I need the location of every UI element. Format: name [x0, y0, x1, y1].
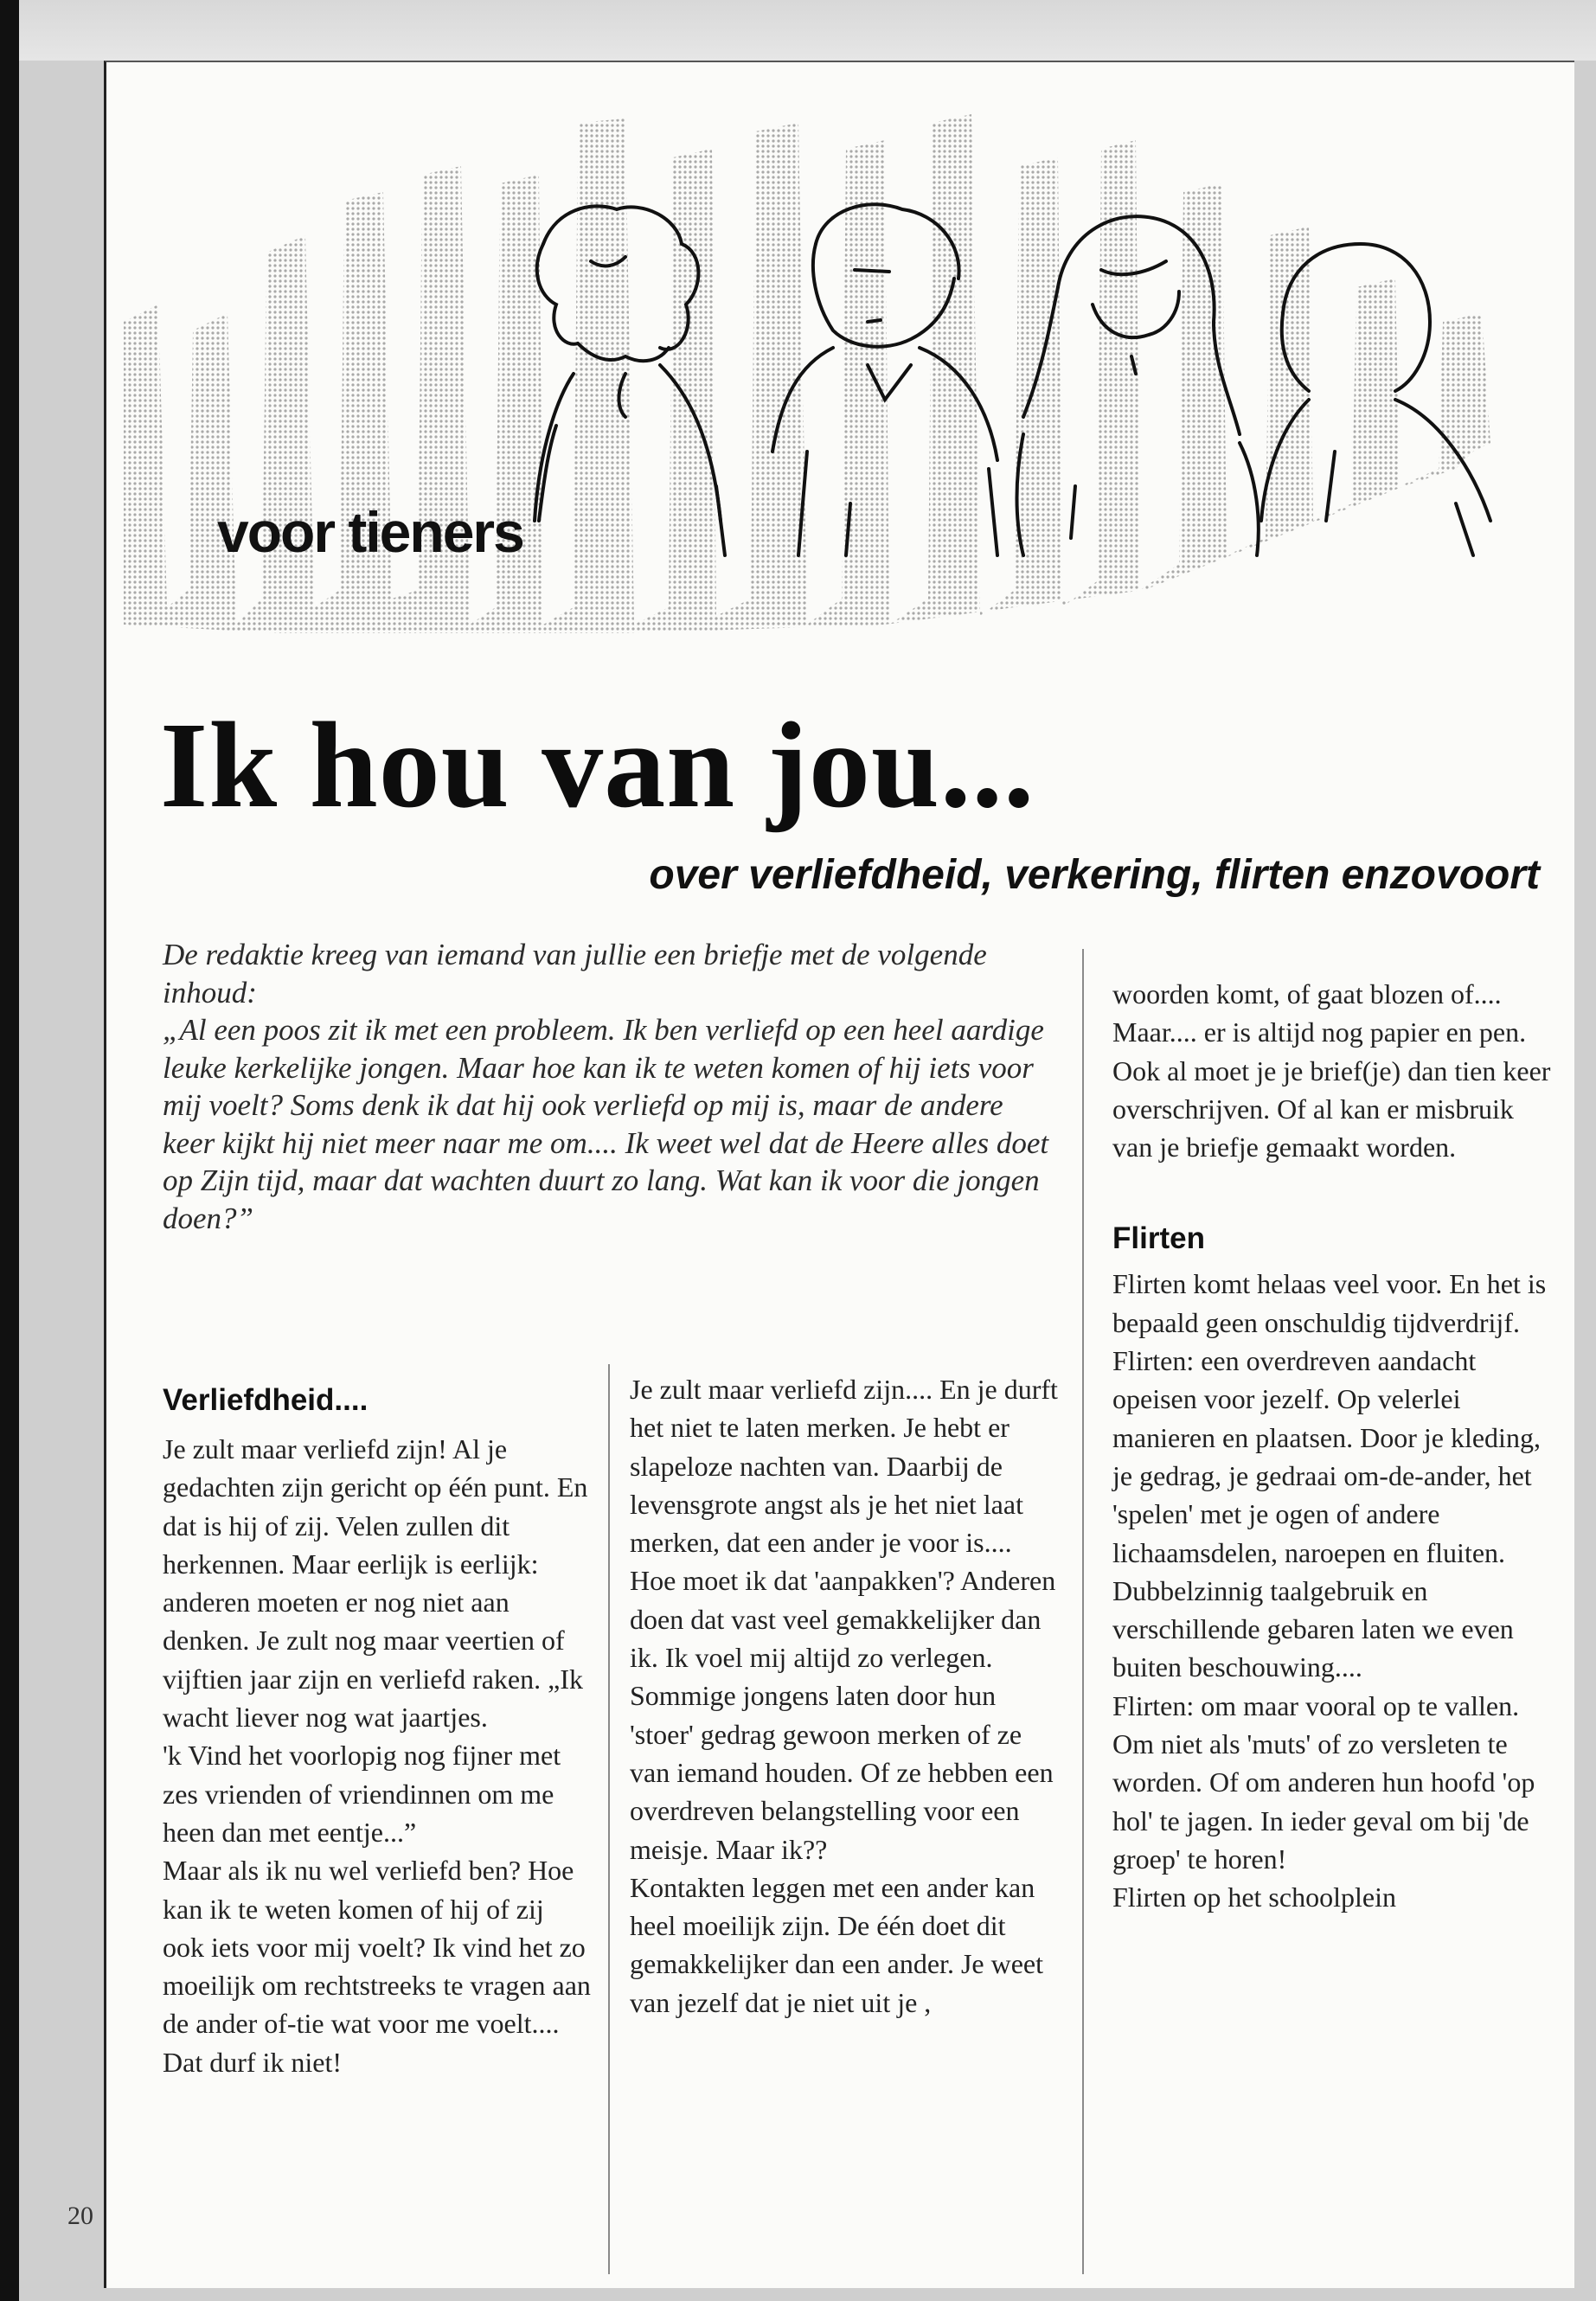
paragraph: Hoe moet ik dat 'aanpakken'? Anderen doen dat vast veel gemakkelijker dan ik. Ik voel mij altijd zo verlegen. Sommige jongens laten door hun 'stoer' gedrag gewoon merken of ze van iemand houden. Of ze hebben een overdreven belangstelling voor een meisje. Maar ik?? [630, 1565, 1056, 1865]
paragraph: woorden komt, of gaat blozen of.... Maar.... er is altijd nog papier en pen. Ook al moet je je brief(je) dan tien keer overschrijven. Of al kan er misbruik van je briefje gemaakt worden. [1112, 978, 1551, 1163]
paragraph: Flirten komt helaas veel voor. En het is bepaald geen onschuldig tijdverdrijf. [1112, 1268, 1547, 1338]
page-title: Ik hou van jou... [160, 696, 1035, 833]
page-subtitle: over verliefdheid, verkering, flirten enzovoort [649, 852, 1540, 898]
article-column-1 [163, 1381, 591, 2081]
magazine-page [104, 61, 1574, 2288]
paragraph: Je zult maar verliefd zijn! Al je gedachten zijn gericht op één punt. En dat is hij of zij. Velen zullen dit herkennen. Maar eerlijk is eerlijk: anderen moeten er nog niet aan denken. Je zult nog maar veertien of vijftien jaar zijn en verliefd raken. „Ik wacht liever nog wat jaartjes. [163, 1433, 588, 1734]
section-heading-flirten: Flirten [1112, 1221, 1205, 1256]
intro-lead: De redaktie kreeg van iemand van jullie een briefje met de volgende inhoud: [163, 938, 987, 1009]
teenagers-group-icon [106, 71, 1577, 668]
intro-letter [163, 936, 1054, 1237]
paragraph: Maar als ik nu wel verliefd ben? Hoe kan ik te weten komen of hij of zij ook iets voor mij voelt? Ik vind het zo moeilijk om rechtstreeks te vragen aan de ander of-tie wat voor me voelt.... Dat durf ik niet! [163, 1855, 591, 2078]
paragraph: 'k Vind het voorlopig nog fijner met zes vrienden of vriendinnen om me heen dan met eentje...” [163, 1740, 561, 1848]
paragraph: Je zult maar verliefd zijn.... En je durft het niet te laten merken. Je hebt er slapeloze nachten van. Daarbij de levensgrote angst als je het niet laat merken, dat een ander je voor is.... [630, 1374, 1058, 1559]
column-divider [1082, 949, 1084, 2274]
paragraph: Flirten: een overdreven aandacht opeisen voor jezelf. Op velerlei manieren en plaatsen. Door je kleding, je gedrag, je gedraai om-de-ander, het 'spelen' met je ogen of andere lichaamsdelen, naroepen en fluiten. Dubbelzinnig taalgebruik en verschillende gebaren laten we even buiten beschouwing.... [1112, 1345, 1541, 1683]
paragraph: Flirten op het schoolplein [1112, 1881, 1396, 1913]
intro-quote: „Al een poos zit ik met een probleem. Ik ben verliefd op een heel aardige leuke kerkelijke jongen. Maar hoe kan ik te weten komen of hij iets voor mij voelt? Soms denk ik dat hij ook verliefd op mij is, maar de andere keer kijkt hij niet meer naar me om.... Ik weet wel dat de Heere alles doet op Zijn tijd, maar dat wachten duurt zo lang. Wat kan ik voor die jongen doen?” [163, 1013, 1049, 1235]
article-column-3 [1112, 975, 1554, 1917]
page-number: 20 [67, 2202, 93, 2230]
paragraph: Flirten: om maar vooral op te vallen. Om niet als 'muts' of zo versleten te worden. Of om anderen hun hoofd 'op hol' te jagen. In ieder geval om bij 'de groep' te horen! [1112, 1689, 1535, 1875]
scan-edge [0, 0, 1596, 61]
section-heading-verliefdheid: Verliefdheid.... [163, 1383, 369, 1417]
article-column-2 [630, 1370, 1062, 2022]
column-divider [608, 1364, 610, 2274]
book-spine-shadow [0, 0, 19, 2301]
section-kicker: voor tieners [217, 500, 523, 564]
paragraph: Kontakten leggen met een ander kan heel moeilijk zijn. De één doet dit gemakkelijker dan een ander. Je weet van jezelf dat je niet uit je , [630, 1871, 1043, 2018]
